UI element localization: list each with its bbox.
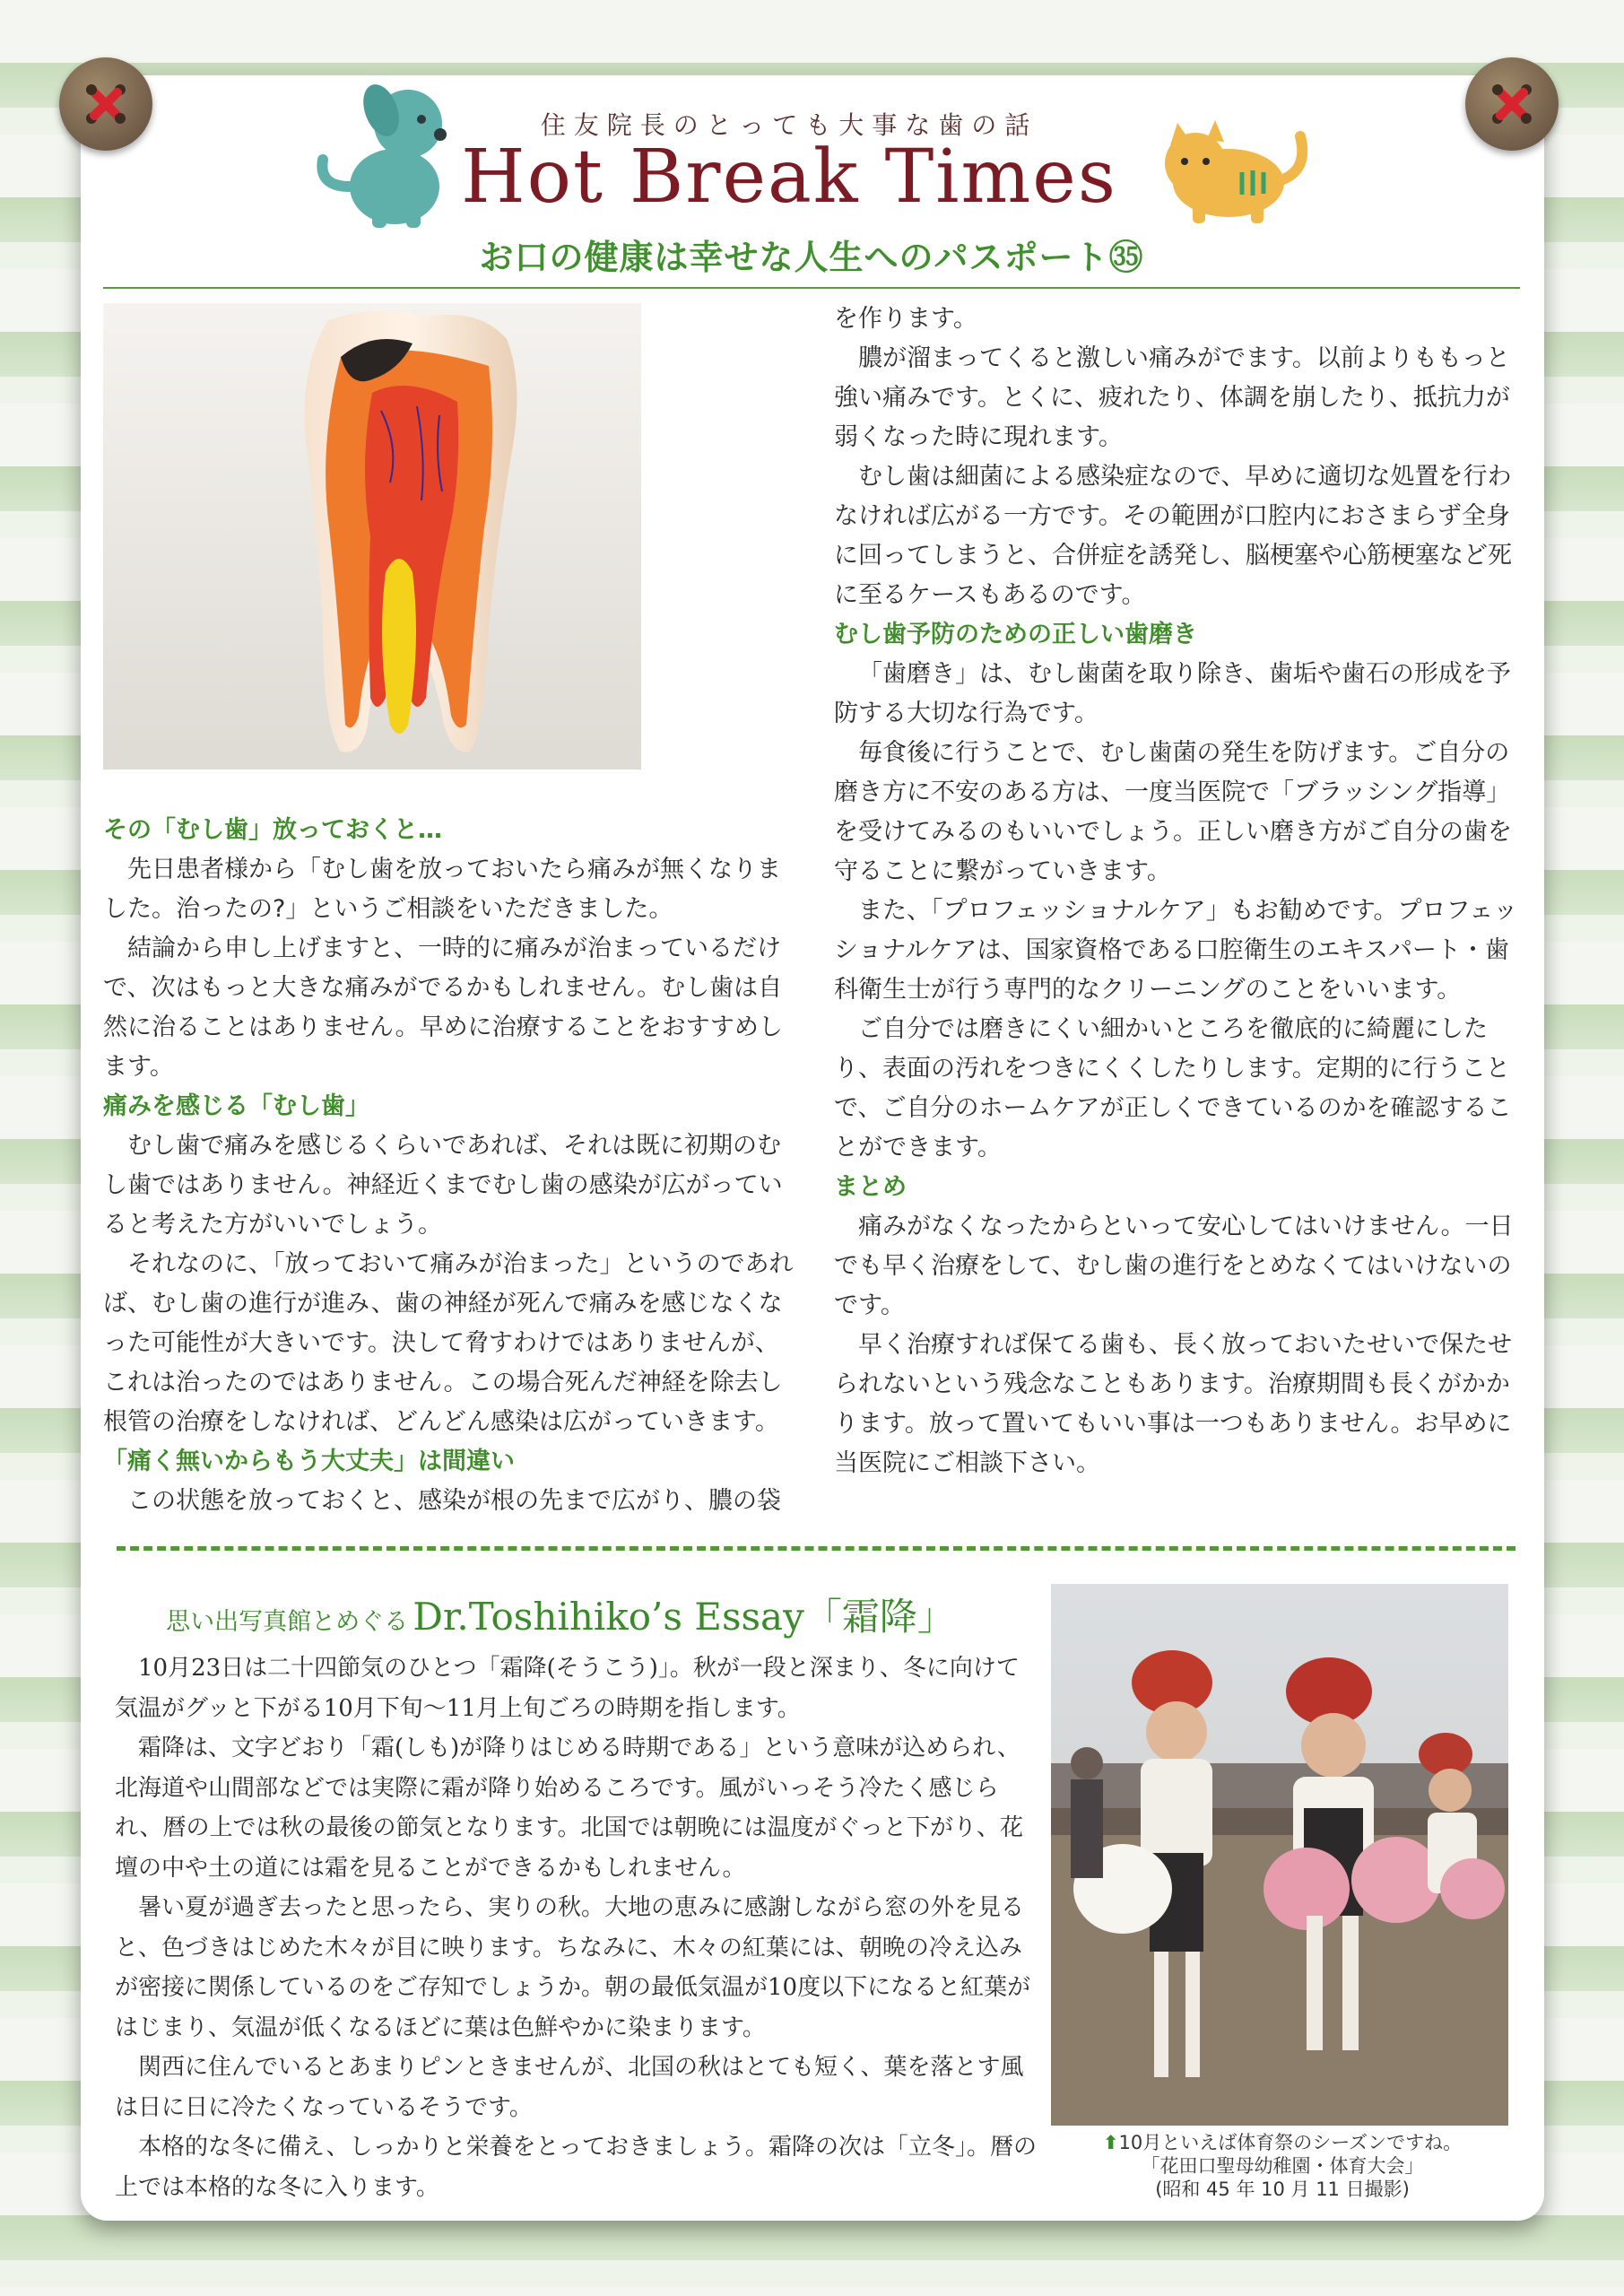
paragraph: 霜降は、文字どおり「霜(しも)が降りはじめる時期である」という意味が込められ、北海道や山間部などでは実際に霜が降り始めるころです。風がいっそう冷たく感じられ、暦の上では秋の最後の節気となります。北国では朝晩には温度がぐっと下がり、花壇の中や土の道には霜を見ることができるかもしれません。 [115,1735,1023,1882]
paragraph: むし歯で痛みを感じるくらいであれば、それは既に初期のむし歯ではありません。神経近くまでむし歯の感染が広がっていると考えた方がいいでしょう。 [103,1132,783,1239]
article-left-column [103,811,794,1521]
section-heading: その「むし歯」放っておくと… [103,816,442,844]
paragraph: を作ります。 [834,305,977,333]
header-title: Hot Break Times [461,135,1117,220]
vintage-sports-day-photo [1051,1584,1508,2126]
paragraph: 「歯磨き」は、むし歯菌を取り除き、歯垢や歯石の形成を予防する大切な行為です。 [834,660,1511,727]
section-heading: むし歯予防のための正しい歯磨き [834,621,1197,648]
paragraph: それなのに、「放っておいて痛みが治まった」というのであれば、むし歯の進行が進み、歯の神経が死んで痛みを感じなくなった可能性が大きいです。決して脅すわけではありませんが、これは治ったのではありません。この場合死んだ神経を除去し根管の治療をしなければ、どんどん感染は広がっていきます。 [103,1250,794,1436]
paragraph: また、「プロフェッショナルケア」もお勧めです。プロフェッショナルケアは、国家資格である口腔衛生のエキスパート・歯科衛生士が行う専門的なクリーニングのことをいいます。 [834,897,1518,1004]
paragraph: むし歯は細菌による感染症なので、早めに適切な処置を行わなければ広がる一方です。その範囲が口腔内におさまらず全身に回ってしまうと、合併症を誘発し、脳梗塞や心筋梗塞など死に至るケースもあるのです。 [834,463,1512,609]
paragraph: 痛みがなくなったからといって安心してはいけません。一日でも早く治療をして、むし歯の進行をとめなくてはいけないのです。 [834,1213,1514,1319]
cat-illustration-icon [1143,118,1323,226]
essay-heading-title: Dr.Toshihiko’s Essay「霜降」 [413,1595,955,1639]
tooth-cross-section-image [103,303,641,770]
section-heading: 「痛く無いからもう大丈夫」は間違い [103,1448,515,1475]
section-heading: 痛みを感じる「むし歯」 [103,1092,369,1120]
section-divider [117,1546,1515,1551]
essay-heading [112,1587,1009,1641]
paragraph: 結論から申し上げますと、一時的に痛みが治まっているだけで、次はもっと大きな痛みがでるかもしれません。むし歯は自然に治ることはありません。早めに治療することをおすすめします。 [103,935,783,1081]
paragraph: 早く治療すれば保てる歯も、長く放っておいたせいで保たせられないという残念なこともあります。治療期間も長くがかかります。放って置いてもいい事は一つもありません。お早めに当医院にご相談下さい。 [834,1331,1512,1477]
photo-caption [1051,2131,1514,2201]
caption-line-2: 「花田口聖母幼稚園・体育大会」 [1141,2155,1424,2177]
paragraph: 膿が溜まってくると激しい痛みがでます。以前よりももっと強い痛みです。とくに、疲れたり、体調を崩したり、抵抗力が弱くなった時に現れます。 [834,344,1510,451]
dog-illustration-icon [309,79,453,231]
paragraph: 毎食後に行うことで、むし歯菌の発生を防げます。ご自分の磨き方に不安のある方は、一度当医院で「ブラッシング指導」を受けてみるのもいいでしょう。正しい磨き方がご自分の歯を守ることに繋がっていきます。 [834,739,1512,885]
caption-line-1: 10月といえば体育祭のシーズンですね。 [1118,2132,1463,2153]
paragraph: 暑い夏が過ぎ去ったと思ったら、実りの秋。大地の恵みに感謝しながら窓の外を見ると、色づきはじめた木々が目に映ります。ちなみに、木々の紅葉には、朝晩の冷え込みが密接に関係しているのをご存知でしょうか。朝の最低気温が10度以下になると紅葉がはじまり、気温が低くなるほどに葉は色鮮やかに染まります。 [115,1894,1031,2041]
paragraph: ご自分では磨きにくい細かいところを徹底的に綺麗にしたり、表面の汚れをつきにくくしたりします。定期的に行うことで、ご自分のホームケアが正しくできているのかを確認することができます。 [834,1015,1512,1161]
paragraph: 関西に住んでいるとあまりピンときませんが、北国の秋はとても短く、葉を落とす風は日に日に冷たくなっているそうです。 [115,2054,1024,2121]
paragraph: 先日患者様から「むし歯を放っておいたら痛みが無くなりました。治ったの?」というご相談をいただきました。 [103,856,781,923]
paragraph: 本格的な冬に備え、しっかりと栄養をとっておきましょう。霜降の次は「立冬」。暦の上では本格的な冬に入ります。 [115,2134,1038,2201]
caption-line-3: (昭和 45 年 10 月 11 日撮影) [1155,2179,1410,2200]
series-heading: お口の健康は幸せな人生へのパスポート㉟ [479,238,1144,277]
header-divider [103,287,1520,289]
essay-heading-prefix: 思い出写真館とめぐる [166,1608,409,1636]
pushpin-left-icon [59,57,152,151]
pushpin-right-icon [1465,57,1559,151]
paragraph: 10月23日は二十四節気のひとつ「霜降(そうこう)」。秋が一段と深まり、冬に向けて気温がグッと下がる10月下旬〜11月上旬ごろの時期を指します。 [115,1655,1020,1722]
up-arrow-icon: ⬆ [1102,2132,1119,2153]
article-right-column [834,300,1524,1483]
essay-body [115,1648,1038,2207]
header-subtitle: 住友院長のとっても大事な歯の話 [540,110,1038,140]
section-heading: まとめ [834,1173,907,1201]
paragraph: この状態を放っておくと、感染が根の先まで広がり、膿の袋 [127,1487,781,1515]
